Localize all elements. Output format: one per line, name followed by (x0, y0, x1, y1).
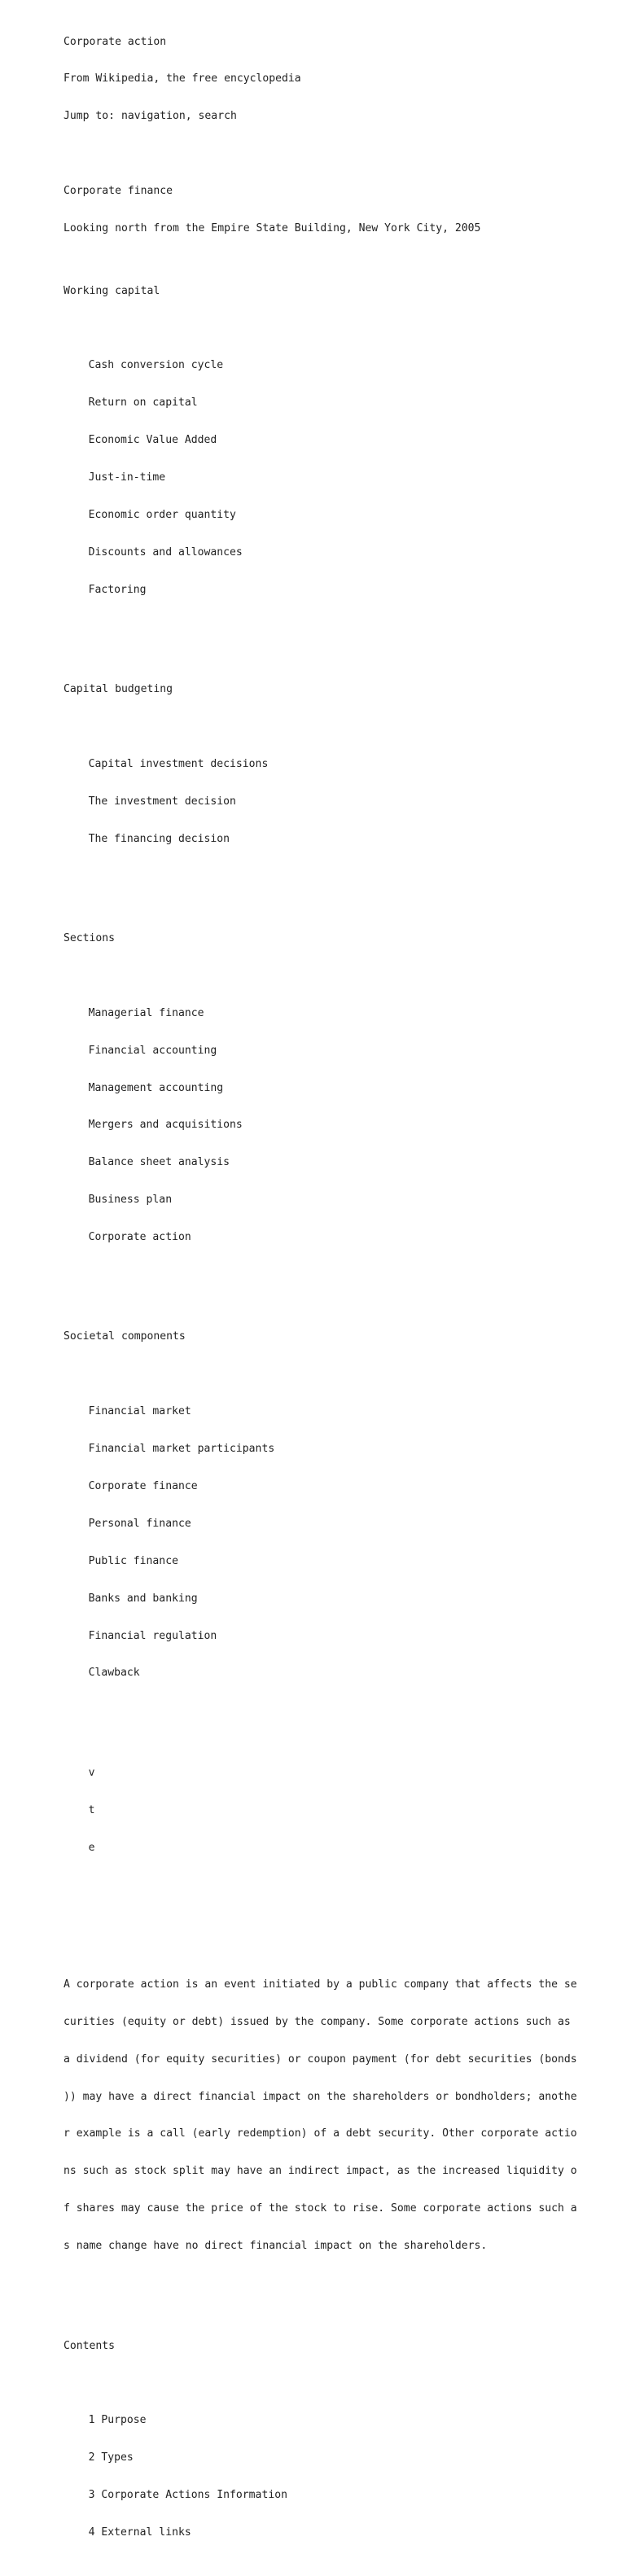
intro-line: f shares may cause the price of the stock to rise. Some corporate actions such a (64, 2202, 577, 2215)
intro-line: s name change have no direct financial impact on the shareholders. (64, 2240, 488, 2253)
infobox-link[interactable]: Discounts and allowances (88, 545, 243, 559)
article-page (64, 11, 577, 2576)
toc-heading: Contents (64, 2339, 116, 2352)
spacer (64, 721, 568, 733)
infobox-link[interactable]: Financial market participants (88, 1443, 275, 1456)
infobox-link[interactable]: Mergers and acquisitions (88, 1119, 243, 1132)
navbar-talk-link[interactable]: t (88, 1803, 95, 1816)
infobox-link[interactable]: Factoring (88, 583, 147, 596)
infobox-link[interactable]: Corporate action (88, 1231, 191, 1244)
infobox-link[interactable]: Financial accounting (88, 1044, 217, 1057)
intro-paragraph (64, 1953, 577, 2277)
infobox-link[interactable]: Just-in-time (88, 471, 166, 484)
infobox-link[interactable]: The financing decision (88, 832, 230, 845)
infobox-link[interactable]: Balance sheet analysis (88, 1156, 230, 1169)
intro-line: r example is a call (early redemption) of a debt security. Other corporate actio (64, 2127, 577, 2140)
navbar-view-link[interactable]: v (88, 1766, 95, 1779)
infobox-link[interactable]: Banks and banking (88, 1592, 198, 1605)
infobox-link[interactable]: Financial regulation (88, 1629, 217, 1642)
toc-item-external-links[interactable]: 4 External links (88, 2526, 191, 2539)
toc-item-purpose[interactable]: 1 Purpose (88, 2414, 147, 2427)
spacer (64, 2377, 568, 2389)
infobox-group-heading: Societal components (64, 1330, 186, 1343)
infobox-link[interactable]: The investment decision (88, 795, 236, 808)
infobox-group-heading: Capital budgeting (64, 683, 173, 696)
toc-item-types[interactable]: 2 Types (88, 2451, 134, 2464)
spacer (64, 621, 568, 633)
article-title: Corporate action (64, 35, 167, 48)
intro-line: A corporate action is an event initiated by a public company that affects the se (64, 1978, 577, 1991)
infobox-link[interactable]: Economic order quantity (88, 508, 236, 521)
infobox-link[interactable]: Economic Value Added (88, 434, 217, 447)
navbar-edit-link[interactable]: e (88, 1841, 95, 1854)
spacer (64, 970, 568, 982)
jump-to-links[interactable]: Jump to: navigation, search (64, 110, 237, 123)
table-of-contents (64, 2315, 568, 2564)
infobox-title: Corporate finance (64, 185, 173, 198)
spacer (64, 1368, 568, 1380)
article-tagline: From Wikipedia, the free encyclopedia (64, 72, 301, 85)
intro-line: ns such as stock split may have an indirect impact, as the increased liquidity o (64, 2165, 577, 2178)
spacer (64, 322, 568, 334)
infobox-link[interactable]: Business plan (88, 1194, 173, 1207)
spacer (64, 1704, 568, 1716)
infobox-link[interactable]: Return on capital (88, 396, 198, 410)
infobox (64, 160, 568, 1917)
intro-line: a dividend (for equity securities) or coupon payment (for debt securities (bonds (64, 2052, 577, 2066)
infobox-link[interactable]: Financial market (88, 1405, 191, 1418)
infobox-link[interactable]: Capital investment decisions (88, 757, 269, 770)
infobox-image-caption: Looking north from the Empire State Building, New York City, 2005 (64, 222, 481, 235)
infobox-link[interactable]: Corporate finance (88, 1480, 198, 1493)
spacer (64, 1268, 568, 1281)
infobox-link[interactable]: Management accounting (88, 1081, 224, 1094)
intro-line: )) may have a direct financial impact on the shareholders or bondholders; anothe (64, 2090, 577, 2103)
infobox-link[interactable]: Managerial finance (88, 1006, 204, 1019)
intro-line: curities (equity or debt) issued by the company. Some corporate actions such as (64, 2015, 571, 2028)
infobox-link[interactable]: Cash conversion cycle (88, 359, 224, 372)
toc-item-corporate-actions-information[interactable]: 3 Corporate Actions Information (88, 2489, 287, 2502)
infobox-link[interactable]: Public finance (88, 1554, 178, 1567)
infobox-group-heading: Sections (64, 931, 116, 944)
infobox-group-heading: Working capital (64, 284, 160, 297)
spacer (64, 1879, 568, 1891)
spacer (64, 870, 568, 882)
infobox-link[interactable]: Clawback (88, 1667, 140, 1680)
infobox-link[interactable]: Personal finance (88, 1517, 191, 1530)
